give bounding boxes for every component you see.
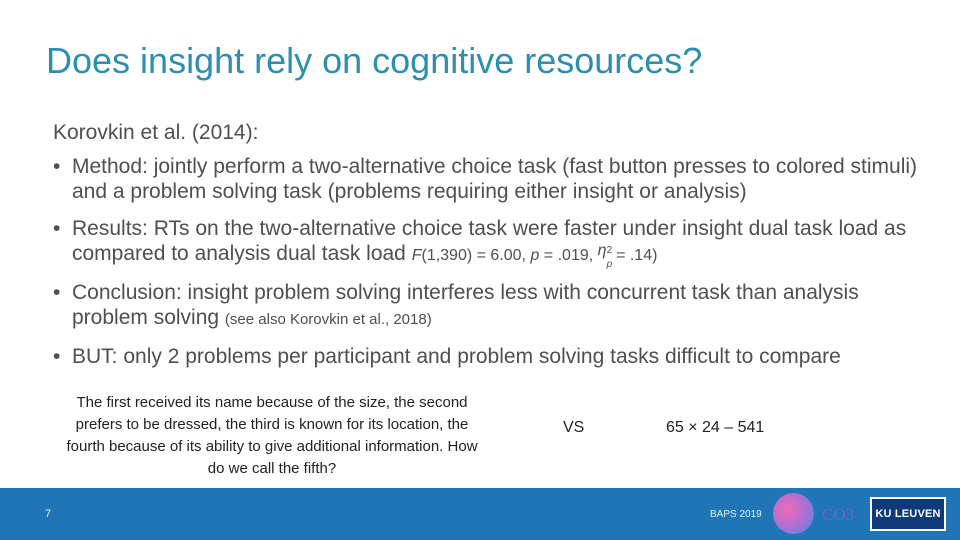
bullet-list [53,154,923,369]
stat-f-value: (1,390) = 6.00, [421,247,531,264]
bullet-conclusion [53,280,923,332]
eta-subscript: p [606,259,613,270]
bullet-but-text: BUT: only 2 problems per participant and problem solving tasks difficult to compare [72,345,841,368]
riddle-text: The first received its name because of the size, the second prefers to be dressed, the third is known for its location, the fourth because of its ability to give additional information. How do we call the fifth? [66,394,478,477]
bullet-method-text: Method: jointly perform a two-alternative choice task (fast button presses to colored stimuli) and a problem solving task (problems requiring either insight or analysis) [72,155,918,203]
bullet-method [53,154,923,204]
stat-p-value: = .019, [539,247,598,264]
bullet-but [53,344,923,369]
co3-logo-text: CO3 [822,505,855,524]
footer-bar [0,488,960,540]
versus-label: VS [563,419,585,436]
ku-leuven-logo [870,497,946,531]
results-statistics [411,242,658,270]
stat-p-symbol: p [530,247,540,264]
stat-eta-value: = .14) [611,247,658,264]
bullet-conclusion-text: Conclusion: insight problem solving interferes less with concurrent task than analysis problem solving [72,281,859,329]
bullet-conclusion-note: (see also Korovkin et al., 2018) [224,311,432,328]
eta-superscript: 2 [606,245,613,256]
bullet-results-text: Results: RTs on the two-alternative choice task were faster under insight dual task load as compared to analysis dual task load [72,217,907,265]
conference-label: BAPS 2019 [710,509,762,520]
ku-leuven-logo-text: KU LEUVEN [875,508,941,520]
intro-citation: Korovkin et al. (2014): [53,121,259,144]
eta-letter: η [597,242,607,259]
slide-title: Does insight rely on cognitive resources? [46,40,703,81]
slide-number: 7 [45,508,52,520]
stat-eta-symbol [597,242,613,270]
bullet-results [53,216,923,268]
analysis-problem-equation: 65 × 24 – 541 [666,419,765,436]
co3-logo-icon [773,493,814,534]
slide-content [53,120,923,381]
stat-f-symbol: F [411,247,422,264]
